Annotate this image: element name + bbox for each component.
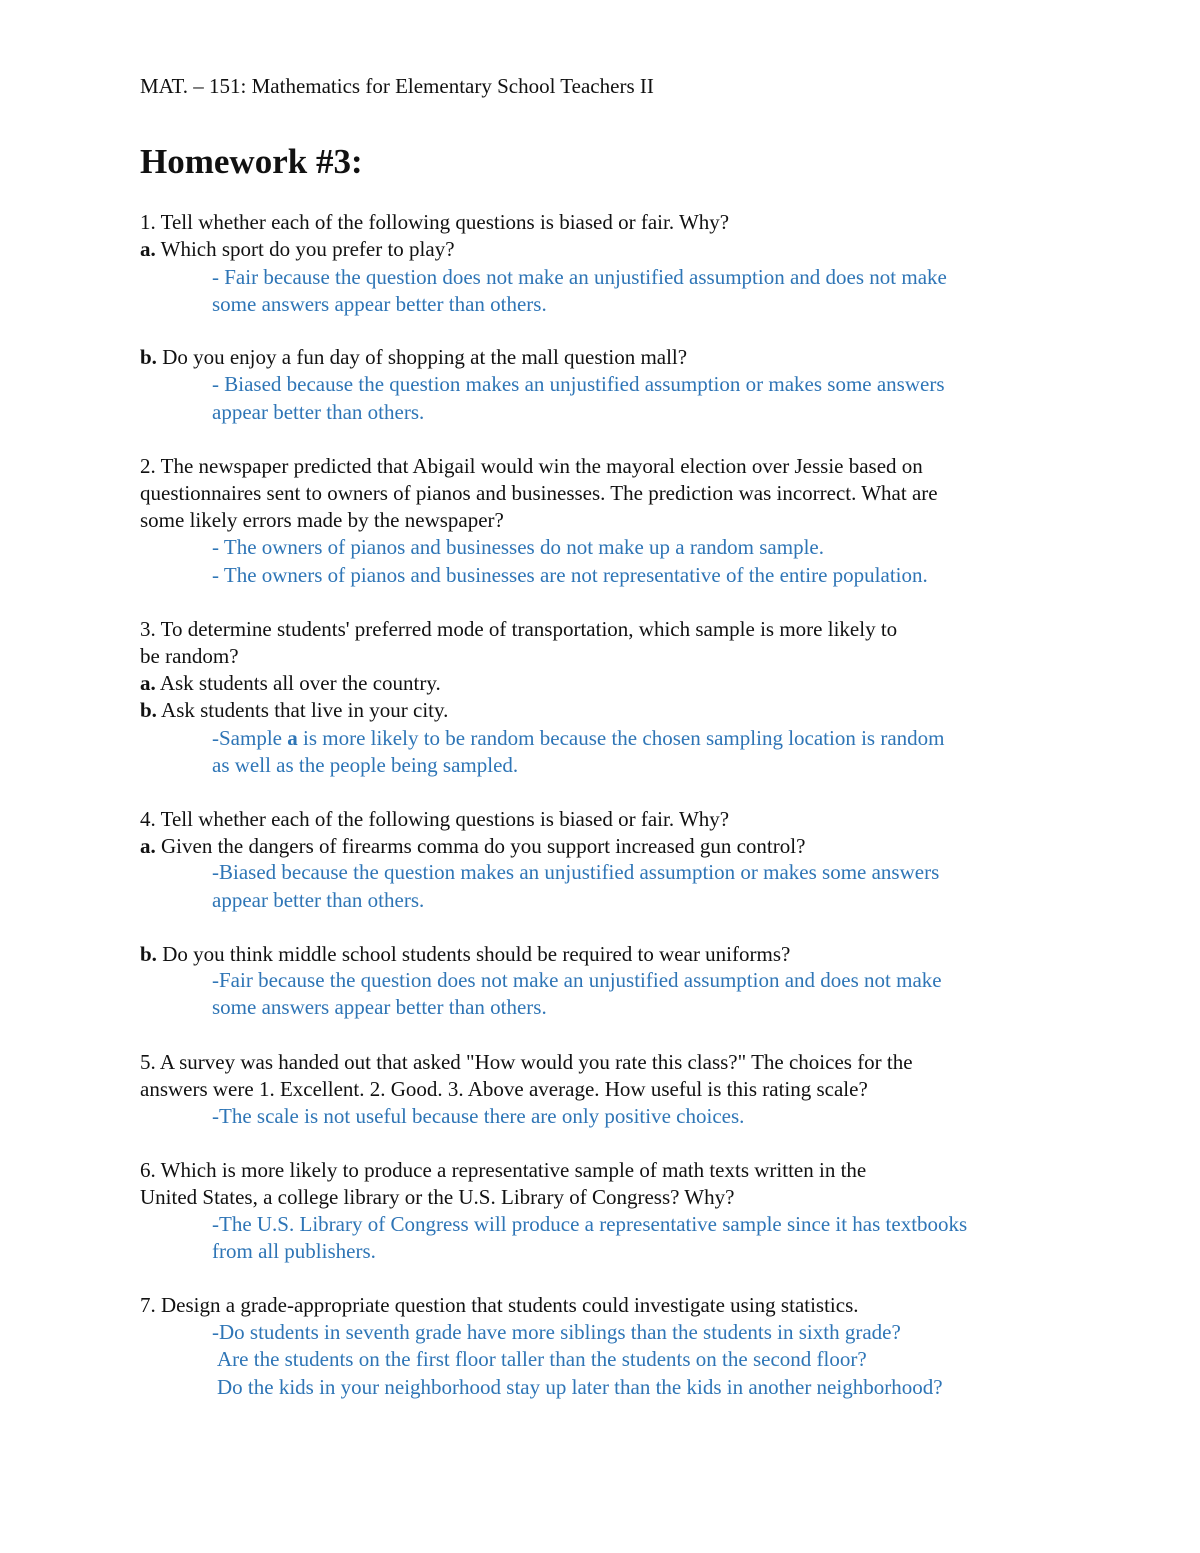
q3-answer-pre: -Sample [212, 726, 288, 750]
q4b-answer-line2: some answers appear better than others. [212, 995, 547, 1019]
q1a-answer-line1: - Fair because the question does not make an unjustified assumption and does not make [212, 265, 947, 289]
q2-answer-line2: - The owners of pianos and businesses are not representative of the entire population. [212, 563, 928, 587]
q1b-text: Do you enjoy a fun day of shopping at the mall question mall? [156, 345, 688, 369]
q1a-answer-line2: some answers appear better than others. [212, 292, 547, 316]
q4a-answer-line1: -Biased because the question makes an unjustified assumption or makes some answers [212, 860, 940, 884]
q7-answer-line3: Do the kids in your neighborhood stay up later than the kids in another neighborhood? [217, 1375, 943, 1399]
q5-line1: 5. A survey was handed out that asked "How would you rate this class?" The choices for the [140, 1050, 913, 1074]
q4b-text: Do you think middle school students should be required to wear uniforms? [156, 942, 791, 966]
q1a-letter: a. [140, 237, 156, 261]
q1a-text: Which sport do you prefer to play? [155, 237, 455, 261]
q4a-question [140, 833, 805, 860]
q2-line2: questionnaires sent to owners of pianos and businesses. The prediction was incorrect. What are [140, 481, 938, 505]
q3-line2: be random? [140, 644, 239, 668]
q3a-letter: a. [140, 671, 156, 695]
q4b-answer-line1: -Fair because the question does not make an unjustified assumption and does not make [212, 968, 942, 992]
q3a-text: Ask students all over the country. [155, 671, 441, 695]
q4b-letter: b. [140, 942, 157, 966]
q6-answer-line1: -The U.S. Library of Congress will produce a representative sample since it has textbooks [212, 1212, 968, 1236]
homework-title: Homework #3: [140, 142, 363, 181]
q4a-answer-line2: appear better than others. [212, 888, 425, 912]
q4-prompt: 4. Tell whether each of the following questions is biased or fair. Why? [140, 807, 730, 831]
q5-answer-line1: -The scale is not useful because there are only positive choices. [212, 1104, 745, 1128]
q3a-option [140, 670, 441, 697]
q4a-letter: a. [140, 834, 156, 858]
q4b-question [140, 941, 790, 968]
q2-line1: 2. The newspaper predicted that Abigail would win the mayoral election over Jessie based on [140, 454, 923, 478]
q6-line1: 6. Which is more likely to produce a representative sample of math texts written in the [140, 1158, 867, 1182]
course-header: MAT. – 151: Mathematics for Elementary School Teachers II [140, 74, 654, 98]
q3-answer-bold: a [287, 726, 298, 750]
q5-line2: answers were 1. Excellent. 2. Good. 3. Above average. How useful is this rating scale? [140, 1077, 868, 1101]
q7-answer-line1: -Do students in seventh grade have more siblings than the students in sixth grade? [212, 1320, 901, 1344]
q7-answer-line2: Are the students on the first floor taller than the students on the second floor? [217, 1347, 867, 1371]
q3b-option [140, 697, 448, 724]
q4a-text: Given the dangers of firearms comma do you support increased gun control? [155, 834, 806, 858]
q3-answer-post: is more likely to be random because the chosen sampling location is random [297, 726, 945, 750]
q1b-answer-line2: appear better than others. [212, 400, 425, 424]
q7-line1: 7. Design a grade-appropriate question that students could investigate using statistics. [140, 1293, 859, 1317]
q1b-question [140, 344, 687, 371]
q1b-letter: b. [140, 345, 157, 369]
q6-line2: United States, a college library or the U.S. Library of Congress? Why? [140, 1185, 735, 1209]
q1-prompt: 1. Tell whether each of the following questions is biased or fair. Why? [140, 210, 730, 234]
q2-line3: some likely errors made by the newspaper? [140, 508, 504, 532]
q2-answer-line1: - The owners of pianos and businesses do not make up a random sample. [212, 535, 824, 559]
q3b-letter: b. [140, 698, 157, 722]
q3-line1: 3. To determine students' preferred mode of transportation, which sample is more likely to [140, 617, 898, 641]
q6-answer-line2: from all publishers. [212, 1239, 376, 1263]
q3b-text: Ask students that live in your city. [156, 698, 449, 722]
q1a-question [140, 236, 455, 263]
q3-answer-line2: as well as the people being sampled. [212, 753, 519, 777]
q3-answer-line1 [212, 725, 945, 752]
q1b-answer-line1: - Biased because the question makes an unjustified assumption or makes some answers [212, 372, 945, 396]
